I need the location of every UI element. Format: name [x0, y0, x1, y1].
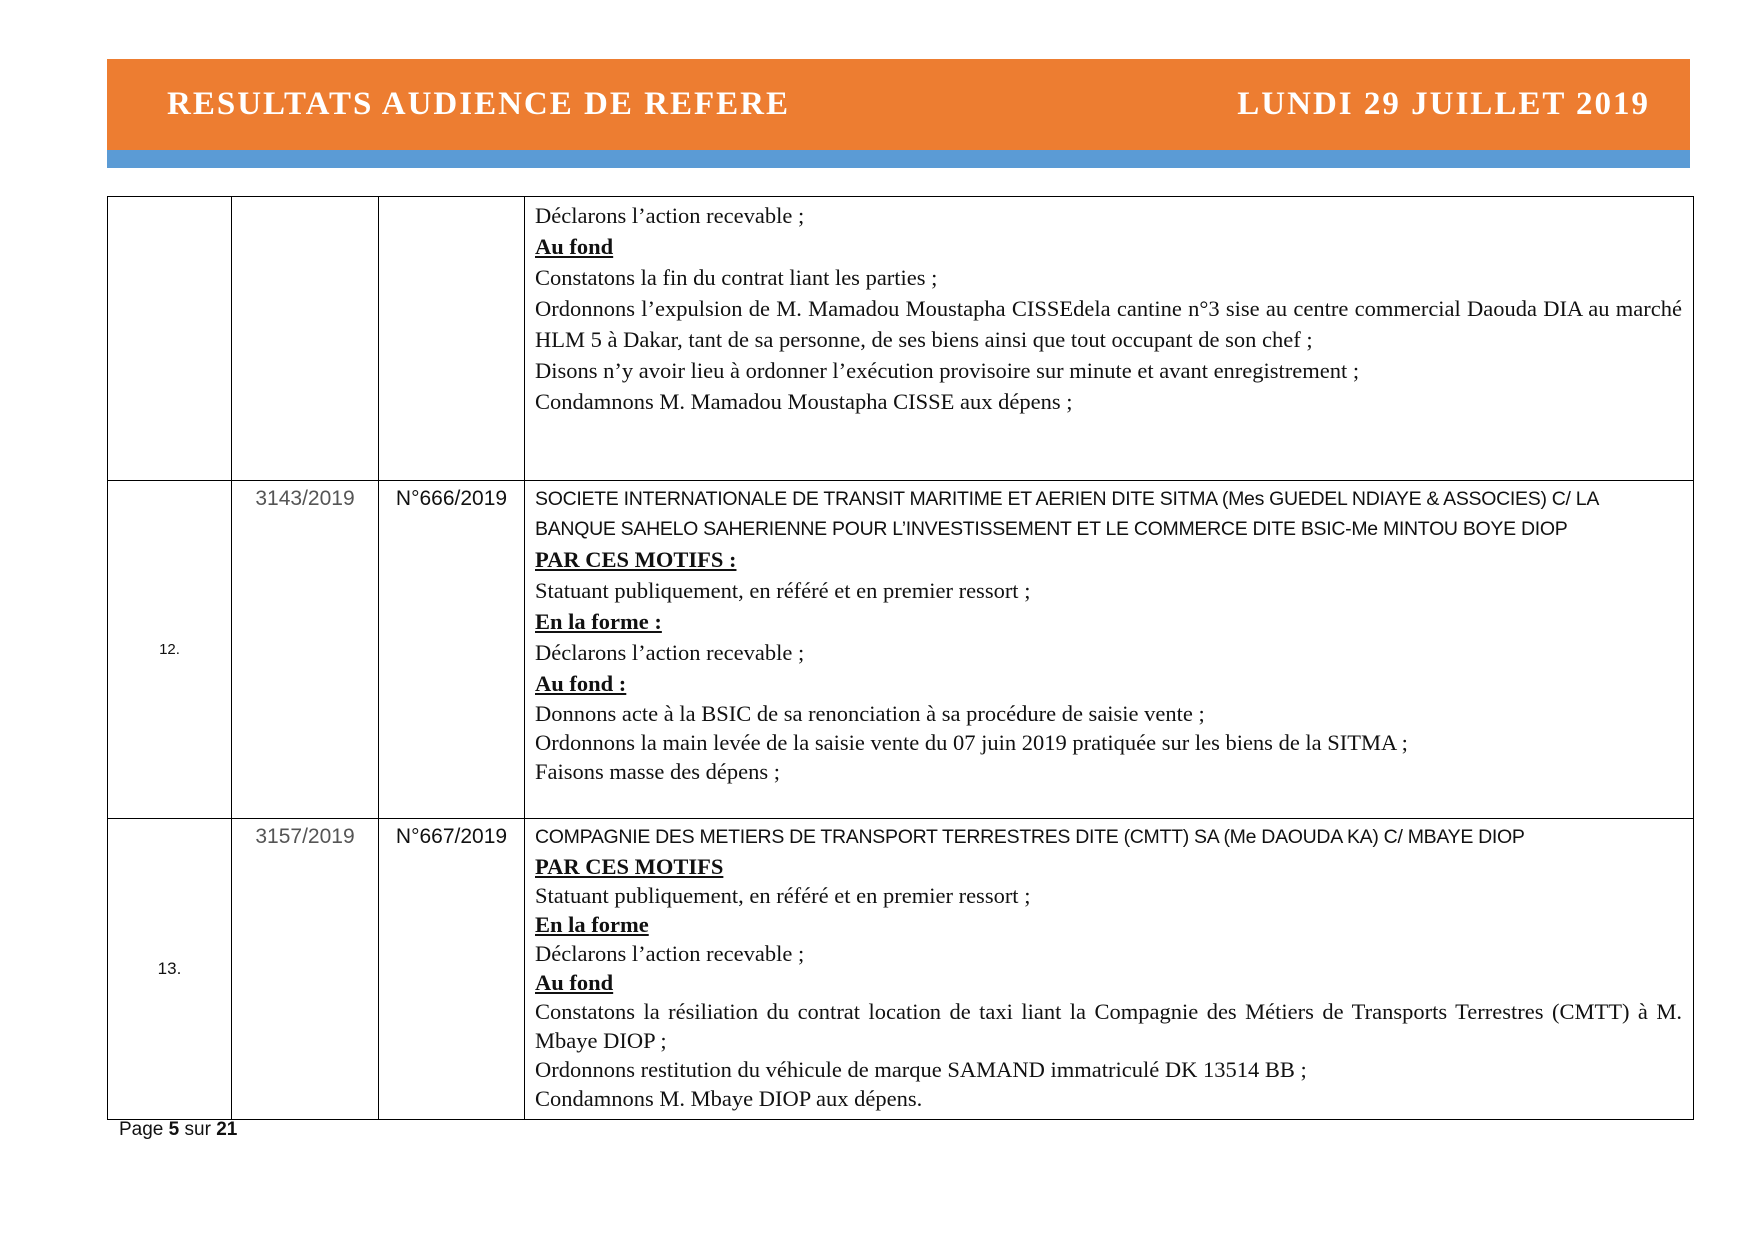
- page-footer: [119, 1119, 237, 1141]
- header-title: RESULTATS AUDIENCE DE REFERE: [167, 86, 790, 122]
- case-decision: [525, 197, 1694, 481]
- case-parties: COMPAGNIE DES METIERS DE TRANSPORT TERRESTRES DITE (CMTT) SA (Me DAOUDA KA) C/ MBAYE DIOP: [535, 826, 1525, 848]
- case-rg: 3157/2019: [232, 819, 379, 1120]
- table-row: [108, 197, 1694, 481]
- decision-heading: En la forme: [535, 912, 649, 937]
- header-date: LUNDI 29 JUILLET 2019: [1237, 86, 1650, 122]
- header-stripe: [107, 150, 1690, 168]
- case-number: 13.: [108, 819, 232, 1120]
- case-ordonnance: [379, 197, 525, 481]
- case-rg: 3143/2019: [232, 481, 379, 819]
- decision-heading: PAR CES MOTIFS: [535, 854, 724, 879]
- case-ordonnance: N°667/2019: [379, 819, 525, 1120]
- case-number: 12.: [108, 481, 232, 819]
- decision-heading: En la forme :: [535, 609, 662, 634]
- decision-line: Ordonnons l’expulsion de M. Mamadou Moustapha CISSEdela cantine n°3 sise au centre commercial Daouda DIA au marché HLM 5 à Dakar, tant de sa personne, de ses biens ainsi que tout occupant de son chef ;: [535, 296, 1682, 352]
- results-table: [107, 196, 1694, 1120]
- decision-line: Condamnons M. Mamadou Moustapha CISSE aux dépens ;: [535, 389, 1073, 414]
- table-row: [108, 819, 1694, 1120]
- case-decision: [525, 481, 1694, 819]
- decision-line: Statuant publiquement, en référé et en premier ressort ;: [535, 883, 1031, 908]
- decision-line: Déclarons l’action recevable ;: [535, 640, 805, 665]
- case-parties: SOCIETE INTERNATIONALE DE TRANSIT MARITIME ET AERIEN DITE SITMA (Mes GUEDEL NDIAYE & ASSOCIES) C/ LA BANQUE SAHELO SAHERIENNE POUR L’INVESTISSEMENT ET LE COMMERCE DITE BSIC-Me MINTOU BOYE DIOP: [535, 488, 1598, 540]
- case-ordonnance: N°666/2019: [379, 481, 525, 819]
- page-label: Page: [119, 1119, 164, 1140]
- page-current: 5: [168, 1119, 180, 1140]
- decision-line: Statuant publiquement, en référé et en premier ressort ;: [535, 578, 1031, 603]
- decision-heading: Au fond: [535, 234, 614, 259]
- decision-heading: Au fond: [535, 970, 614, 995]
- decision-line: Déclarons l’action recevable ;: [535, 941, 805, 966]
- decision-line: Donnons acte à la BSIC de sa renonciation à sa procédure de saisie vente ;: [535, 701, 1205, 726]
- case-rg: [232, 197, 379, 481]
- decision-line: Constatons la fin du contrat liant les parties ;: [535, 265, 938, 290]
- decision-line: Faisons masse des dépens ;: [535, 759, 780, 784]
- decision-line: Ordonnons restitution du véhicule de marque SAMAND immatriculé DK 13514 BB ;: [535, 1057, 1307, 1082]
- page-separator: sur: [184, 1119, 211, 1140]
- case-decision: [525, 819, 1694, 1120]
- decision-heading: PAR CES MOTIFS :: [535, 547, 737, 572]
- page-total: 21: [216, 1119, 238, 1140]
- decision-line: Condamnons M. Mbaye DIOP aux dépens.: [535, 1086, 923, 1111]
- decision-heading: Au fond :: [535, 671, 627, 696]
- case-number: [108, 197, 232, 481]
- decision-line: Ordonnons la main levée de la saisie vente du 07 juin 2019 pratiquée sur les biens de la SITMA ;: [535, 730, 1408, 755]
- decision-line: Disons n’y avoir lieu à ordonner l’exécution provisoire sur minute et avant enregistrement ;: [535, 358, 1360, 383]
- decision-line: Déclarons l’action recevable ;: [535, 203, 805, 228]
- table-row: [108, 481, 1694, 819]
- decision-line: Constatons la résiliation du contrat location de taxi liant la Compagnie des Métiers de Transports Terrestres (CMTT) à M. Mbaye DIOP ;: [535, 999, 1682, 1053]
- page-header: [107, 59, 1690, 150]
